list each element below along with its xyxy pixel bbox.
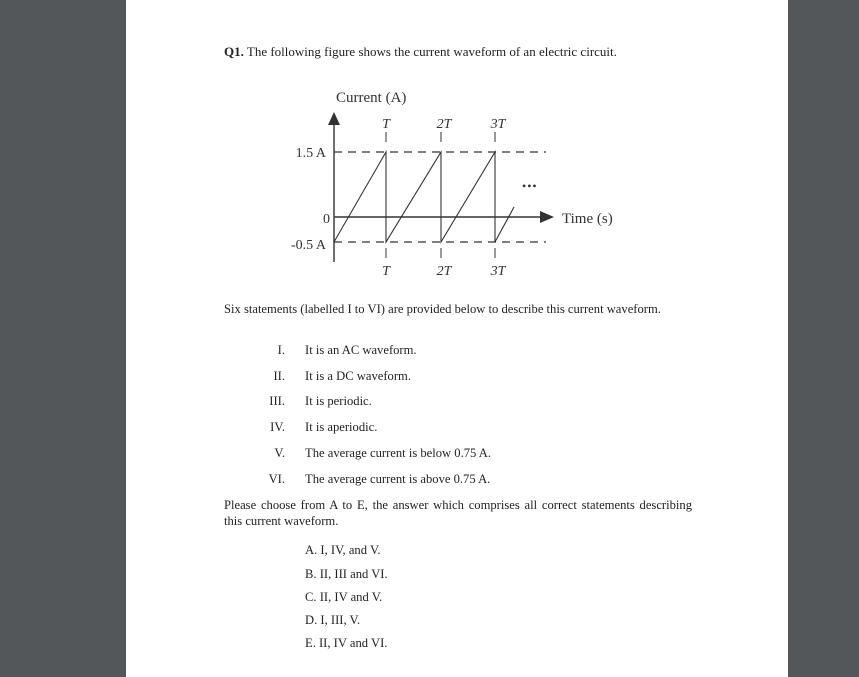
top-tick-label-1: T: [382, 117, 390, 132]
y-axis-title: Current (A): [336, 90, 407, 106]
bottom-tick-label-2: 2T: [436, 264, 452, 279]
y-label-high: 1.5 A: [295, 146, 326, 161]
option-a: A. I, IV, and V.: [305, 543, 381, 557]
y-label-low: -0.5 A: [291, 238, 326, 253]
continuation-dots: •••: [522, 179, 538, 193]
question-text: The following figure shows the current waveform of an electric circuit.: [246, 44, 617, 59]
option-e: E. II, IV and VI.: [305, 636, 388, 650]
statement-5-number: V.: [274, 446, 285, 460]
top-tick-label-2: 2T: [436, 117, 452, 132]
top-tick-label-3: 3T: [490, 117, 506, 132]
statement-3-number: III.: [269, 394, 285, 408]
document-page: [126, 0, 788, 677]
statement-2-number: II.: [273, 369, 285, 383]
option-c: C. II, IV and V.: [305, 590, 383, 604]
bottom-tick-label-3: 3T: [490, 264, 506, 279]
option-d: D. I, III, V.: [305, 613, 361, 627]
current-waveform-figure: [126, 0, 788, 300]
statement-2-text: It is a DC waveform.: [305, 369, 411, 383]
statement-3-text: It is periodic.: [305, 394, 372, 408]
x-axis-title: Time (s): [562, 211, 613, 227]
question-number: Q1.: [224, 44, 244, 59]
option-b: B. II, III and VI.: [305, 567, 388, 581]
statement-6-number: VI.: [268, 472, 285, 486]
statement-5-text: The average current is below 0.75 A.: [305, 446, 492, 460]
y-axis-arrow-icon: [328, 112, 340, 125]
statement-4-number: IV.: [270, 420, 285, 434]
bottom-tick-label-1: T: [382, 264, 390, 279]
y-label-zero: 0: [323, 212, 330, 227]
statement-1-text: It is an AC waveform.: [305, 343, 417, 357]
x-axis-arrow-icon: [540, 211, 554, 223]
instruction-paragraph: Please choose from A to E, the answer which comprises all correct statements describing this current waveform.: [224, 498, 692, 528]
intro-paragraph: Six statements (labelled I to VI) are provided below to describe this current waveform.: [224, 302, 661, 316]
sawtooth-waveform: [334, 152, 514, 242]
statement-1-number: I.: [277, 343, 285, 357]
statement-4-text: It is aperiodic.: [305, 420, 378, 434]
statement-6-text: The average current is above 0.75 A.: [305, 472, 491, 486]
